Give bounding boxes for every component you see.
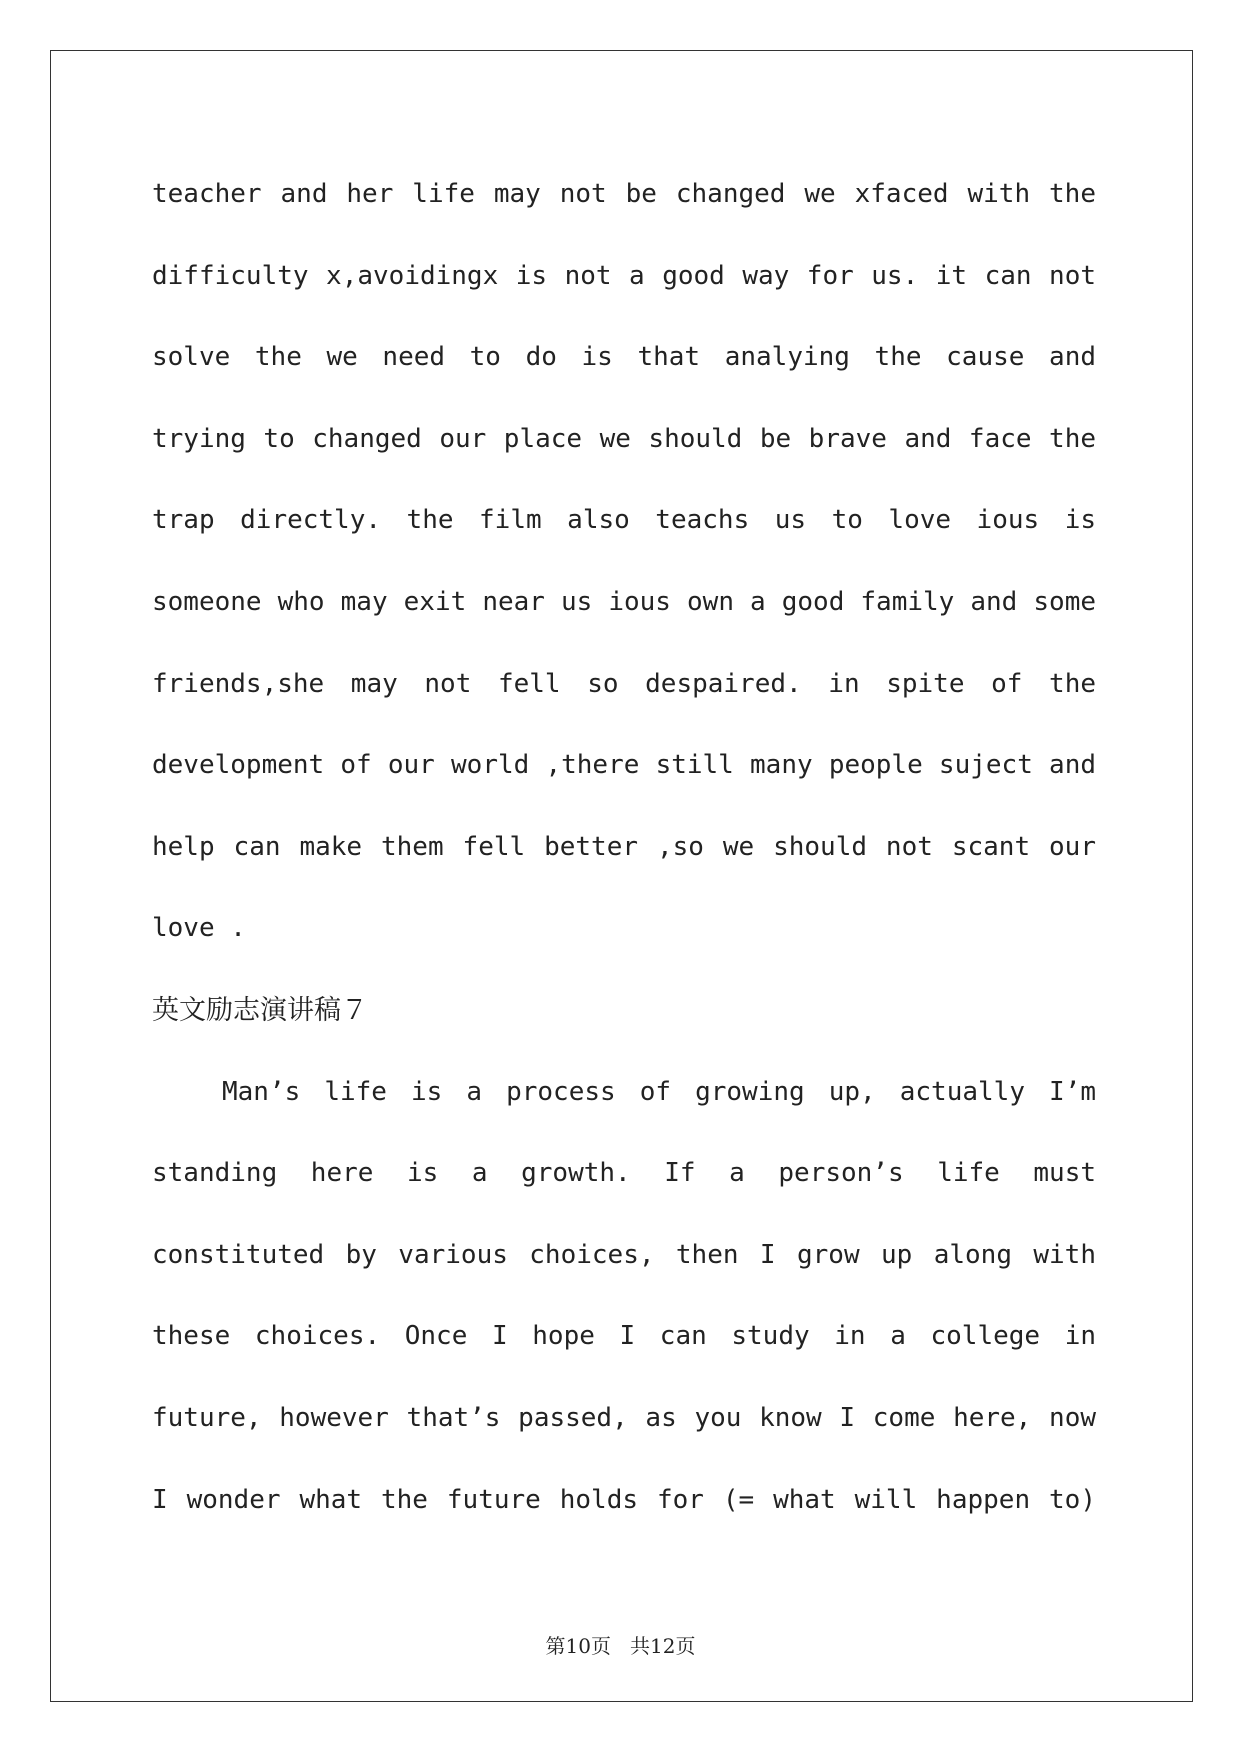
body-line: someone who may exit near us ious own a good family and some xyxy=(152,586,1096,617)
body-line: I wonder what the future holds for (= what will happen to) xyxy=(152,1484,1096,1515)
body-line: trap directly. the film also teachs us to love ious is xyxy=(152,505,1096,536)
body-line: Man’s life is a process of growing up, actually I’m xyxy=(222,1076,1096,1107)
body-line: friends,she may not fell so despaired. in spite of the xyxy=(152,668,1096,699)
body-line: teacher and her life may not be changed we xfaced with the xyxy=(152,179,1096,209)
body-line: help can make them fell better ,so we should not scant our xyxy=(152,831,1096,862)
body-line: trying to changed our place we should be brave and face the xyxy=(152,423,1096,454)
page-number: 第10页 xyxy=(545,1634,611,1658)
page-footer xyxy=(0,1630,1241,1659)
body-line: standing here is a growth. If a person’s life must xyxy=(152,1158,1096,1189)
body-line: development of our world ,there still many people suject and xyxy=(152,750,1096,781)
body-line: difficulty x,avoidingx is not a good way for us. it can not xyxy=(152,260,1096,291)
body-line: solve the we need to do is that analying the cause and xyxy=(152,342,1096,373)
section-heading: 英文励志演讲稿７ xyxy=(152,994,368,1026)
total-pages: 共12页 xyxy=(630,1634,696,1658)
document-body xyxy=(152,154,1096,1541)
body-line: constituted by various choices, then I grow up along with xyxy=(152,1239,1096,1270)
body-line: love . xyxy=(152,913,246,944)
body-line: future, however that’s passed, as you know I come here, now xyxy=(152,1402,1096,1433)
body-line: these choices. Once I hope I can study in a college in xyxy=(152,1321,1096,1352)
